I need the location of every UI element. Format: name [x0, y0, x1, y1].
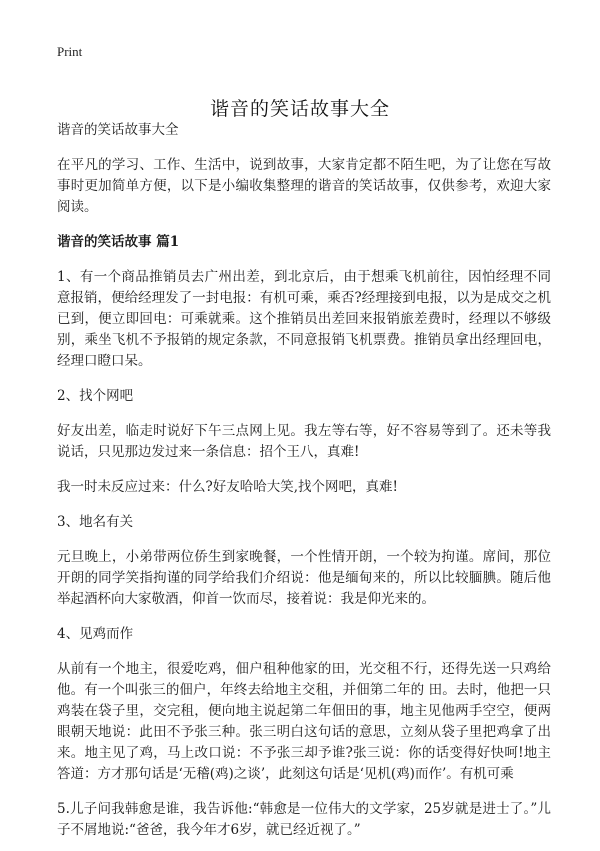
story-2-paragraph-2: 我一时未反应过来：什么?好友哈哈大笑,找个网吧，真难! — [57, 479, 398, 495]
print-label: Print — [57, 44, 83, 59]
document-body — [57, 120, 551, 851]
story-4-title: 4、见鸡而作 — [57, 626, 134, 642]
story-4-paragraph: 从前有一个地主，很爱吃鸡，佃户租种他家的田，光交租不行，还得先送一只鸡给他。有一个叫张三的佃户，年终去给地主交租，并佃第二年的 田。去时，他把一只鸡装在袋子里，交完租，便向地主说起第二年佃田的事，地主见他两手空空，便两眼朝天地说：此田不予张三种。张三明白这句话的意思，立刻从袋子里把鸡拿了出来。地主见了鸡，马上改口说：不予张三却予谁?张三说：你的话变得好快呵!地主答道：方才那句话是‘无稽(鸡)之谈’，此刻这句话是‘见机(鸡)而作’。有机可乘 — [57, 661, 551, 782]
story-2-title: 2、找个网吧 — [57, 388, 134, 404]
story-3-title: 3、地名有关 — [57, 514, 134, 530]
section-heading: 谐音的笑话故事 篇1 — [57, 234, 180, 250]
story-2-paragraph-1: 好友出差，临走时说好下午三点网上见。我左等右等，好不容易等到了。还未等我说话，只见那边发过来一条信息：招个王八，真难! — [57, 423, 551, 460]
intro-paragraph: 在平凡的学习、工作、生活中，说到故事，大家肯定都不陌生吧，为了让您在写故事时更加简单方便，以下是小编收集整理的谐音的笑话故事，仅供参考，欢迎大家阅读。 — [57, 157, 551, 215]
story-5-paragraph: 5.儿子问我韩愈是谁，我告诉他:“韩愈是一位伟大的文学家，25岁就是进士了。”儿子不屑地说:“爸爸，我今年才6岁，就已经近视了。” — [57, 801, 551, 838]
document-title: 谐音的笑话故事大全 — [209, 97, 390, 120]
document-subtitle: 谐音的笑话故事大全 — [57, 122, 179, 138]
story-3-paragraph: 元旦晚上，小弟带两位侨生到家晚餐，一个性情开朗，一个较为拘谨。席间，那位开朗的同学笑指拘谨的同学给我们介绍说：他是缅甸来的，所以比较腼腆。随后他举起酒杯向大家敬酒，仰首一饮而尽，接着说：我是仰光来的。 — [57, 549, 551, 607]
story-1-paragraph: 1、有一个商品推销员去广州出差，到北京后，由于想乘飞机前往，因怕经理不同意报销，便给经理发了一封电报：有机可乘，乘否?经理接到电报，以为是成交之机已到，便立即回电：可乘就乘。这个推销员出差回来报销旅差费时，经理以不够级别，乘坐飞机不予报销的规定条款，不同意报销飞机票费。推销员拿出经理回电，经理口瞪口呆。 — [57, 269, 551, 369]
